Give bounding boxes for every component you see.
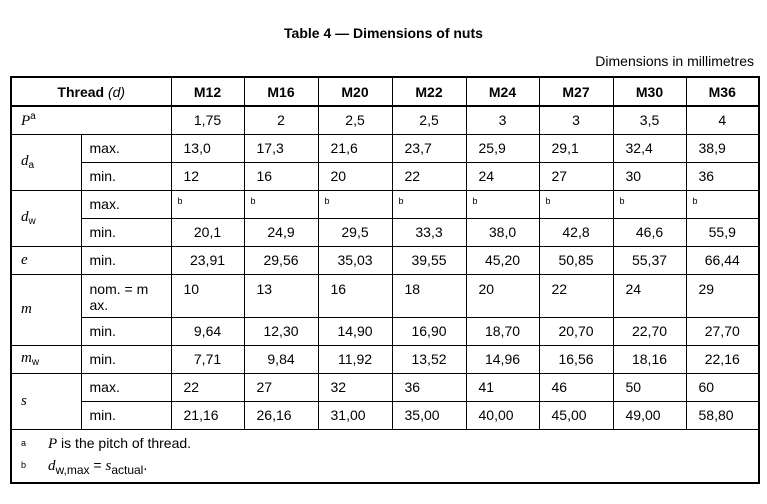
thread-symbol: (d) xyxy=(107,83,126,100)
value-cell: 12 xyxy=(171,162,244,190)
footnote-ref: b xyxy=(244,190,318,218)
value-cell: 14,96 xyxy=(466,345,539,373)
value-cell: 2,5 xyxy=(392,106,466,134)
symbol-cell: $d_w$ xyxy=(11,190,81,246)
value-cell: 7,71 xyxy=(171,345,244,373)
value-cell: 21,6 xyxy=(318,134,392,162)
value-cell: 22,16 xyxy=(686,345,759,373)
value-cell: 32 xyxy=(318,373,392,401)
limit-label: max. xyxy=(81,134,171,162)
value-cell: 41 xyxy=(466,373,539,401)
limit-label: min. xyxy=(81,317,171,345)
value-cell: 46,6 xyxy=(613,218,686,246)
value-cell: 13,52 xyxy=(392,345,466,373)
footnote-ref: b xyxy=(539,190,613,218)
row-m-min xyxy=(11,317,759,345)
value-cell: 16,90 xyxy=(392,317,466,345)
value-cell: 27 xyxy=(244,373,318,401)
value-cell: 35,00 xyxy=(392,401,466,429)
limit-label: min. xyxy=(81,246,171,274)
value-cell: 29 xyxy=(686,274,759,317)
value-cell: 20 xyxy=(318,162,392,190)
value-cell: 55,9 xyxy=(686,218,759,246)
limit-label: min. xyxy=(81,401,171,429)
size-header: M30 xyxy=(613,77,686,106)
row-pitch xyxy=(11,106,759,134)
size-header: M16 xyxy=(244,77,318,106)
value-cell: 23,7 xyxy=(392,134,466,162)
value-cell: 24 xyxy=(466,162,539,190)
value-cell: 13,0 xyxy=(171,134,244,162)
size-header: M36 xyxy=(686,77,759,106)
value-cell: 16,56 xyxy=(539,345,613,373)
row-m-nom xyxy=(11,274,759,317)
value-cell: 27 xyxy=(539,162,613,190)
value-cell: 23,91 xyxy=(171,246,244,274)
value-cell: 18,16 xyxy=(613,345,686,373)
size-header: M12 xyxy=(171,77,244,106)
header-row xyxy=(11,77,759,106)
footnote-ref: b xyxy=(392,190,466,218)
row-s-min xyxy=(11,401,759,429)
nut-dimensions-table xyxy=(10,76,760,484)
value-cell: 31,00 xyxy=(318,401,392,429)
size-header: M27 xyxy=(539,77,613,106)
value-cell: 55,37 xyxy=(613,246,686,274)
value-cell: 38,0 xyxy=(466,218,539,246)
value-cell: 11,92 xyxy=(318,345,392,373)
value-cell: 2,5 xyxy=(318,106,392,134)
value-cell: 50,85 xyxy=(539,246,613,274)
value-cell: 45,20 xyxy=(466,246,539,274)
value-cell: 20,1 xyxy=(171,218,244,246)
value-cell: 22 xyxy=(171,373,244,401)
symbol-cell: m xyxy=(11,274,81,345)
footnotes xyxy=(11,429,759,483)
value-cell: 24 xyxy=(613,274,686,317)
size-header: M20 xyxy=(318,77,392,106)
limit-label: max. xyxy=(81,373,171,401)
symbol-cell: $P^a$ xyxy=(11,106,171,134)
limit-label: max. xyxy=(81,190,171,218)
value-cell: 1,75 xyxy=(171,106,244,134)
row-mw-min xyxy=(11,345,759,373)
value-cell: 60 xyxy=(686,373,759,401)
value-cell: 10 xyxy=(171,274,244,317)
value-cell: 29,1 xyxy=(539,134,613,162)
value-cell: 58,80 xyxy=(686,401,759,429)
footnote-ref: b xyxy=(318,190,392,218)
limit-label: min. xyxy=(81,218,171,246)
value-cell: 26,16 xyxy=(244,401,318,429)
value-cell: 25,9 xyxy=(466,134,539,162)
thread-header xyxy=(11,77,171,106)
value-cell: 4 xyxy=(686,106,759,134)
value-cell: 29,56 xyxy=(244,246,318,274)
footnote-ref: b xyxy=(686,190,759,218)
value-cell: 38,9 xyxy=(686,134,759,162)
limit-label: min. xyxy=(81,345,171,373)
value-cell: 39,55 xyxy=(392,246,466,274)
value-cell: 16 xyxy=(318,274,392,317)
value-cell: 18 xyxy=(392,274,466,317)
value-cell: 12,30 xyxy=(244,317,318,345)
value-cell: 13 xyxy=(244,274,318,317)
symbol-cell: $d_a$ xyxy=(11,134,81,190)
value-cell: 14,90 xyxy=(318,317,392,345)
value-cell: 29,5 xyxy=(318,218,392,246)
value-cell: 17,3 xyxy=(244,134,318,162)
row-da-max xyxy=(11,134,759,162)
value-cell: 22,70 xyxy=(613,317,686,345)
value-cell: 35,03 xyxy=(318,246,392,274)
row-dw-min xyxy=(11,218,759,246)
value-cell: 24,9 xyxy=(244,218,318,246)
value-cell: 27,70 xyxy=(686,317,759,345)
value-cell: 2 xyxy=(244,106,318,134)
value-cell: 40,00 xyxy=(466,401,539,429)
value-cell: 21,16 xyxy=(171,401,244,429)
value-cell: 36 xyxy=(686,162,759,190)
value-cell: 22 xyxy=(392,162,466,190)
value-cell: 32,4 xyxy=(613,134,686,162)
value-cell: 3 xyxy=(466,106,539,134)
value-cell: 9,64 xyxy=(171,317,244,345)
table-title: Table 4 — Dimensions of nuts xyxy=(284,25,483,41)
value-cell: 49,00 xyxy=(613,401,686,429)
symbol-cell: s xyxy=(11,373,81,429)
value-cell: 22 xyxy=(539,274,613,317)
row-e-min xyxy=(11,246,759,274)
value-cell: 9,84 xyxy=(244,345,318,373)
size-header: M24 xyxy=(466,77,539,106)
thread-label: Thread xyxy=(57,83,105,100)
value-cell: 3 xyxy=(539,106,613,134)
value-cell: 33,3 xyxy=(392,218,466,246)
row-dw-max xyxy=(11,190,759,218)
value-cell: 66,44 xyxy=(686,246,759,274)
value-cell: 50 xyxy=(613,373,686,401)
row-s-max xyxy=(11,373,759,401)
value-cell: 45,00 xyxy=(539,401,613,429)
units-note: Dimensions in millimetres xyxy=(595,53,754,69)
value-cell: 20 xyxy=(466,274,539,317)
value-cell: 30 xyxy=(613,162,686,190)
footnote-a: a P is the pitch of thread. xyxy=(21,434,192,452)
symbol-cell: $m_w$ xyxy=(11,345,81,373)
row-da-min xyxy=(11,162,759,190)
symbol-cell: e xyxy=(11,246,81,274)
footnote-b: b $d_{w,max} = s_{actual}$. xyxy=(21,456,148,477)
limit-label: min. xyxy=(81,162,171,190)
value-cell: 20,70 xyxy=(539,317,613,345)
value-cell: 36 xyxy=(392,373,466,401)
size-header: M22 xyxy=(392,77,466,106)
value-cell: 46 xyxy=(539,373,613,401)
footnote-ref: b xyxy=(171,190,244,218)
limit-label: nom. = m ax. xyxy=(81,274,171,317)
footnote-ref: b xyxy=(613,190,686,218)
value-cell: 3,5 xyxy=(613,106,686,134)
value-cell: 18,70 xyxy=(466,317,539,345)
footnotes-row xyxy=(11,429,759,483)
footnote-ref: b xyxy=(466,190,539,218)
value-cell: 16 xyxy=(244,162,318,190)
value-cell: 42,8 xyxy=(539,218,613,246)
